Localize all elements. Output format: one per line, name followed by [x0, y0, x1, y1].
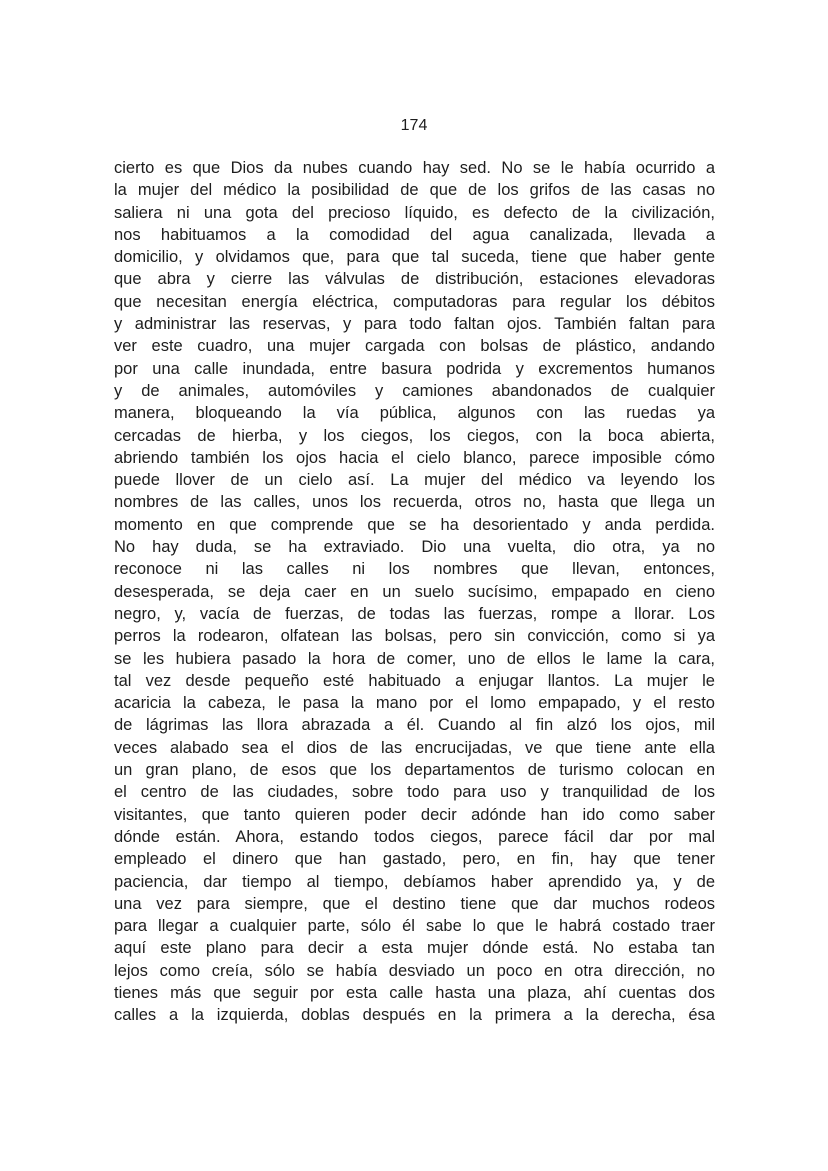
- page-number: 174: [400, 117, 428, 134]
- text-line: tal vez desde pequeño esté habituado a enjugar llantos. La mujer le: [114, 671, 715, 690]
- text-line: perros la rodearon, olfatean las bolsas, pero sin convicción, como si ya: [114, 627, 715, 646]
- text-line: la mujer del médico la posibilidad de que de los grifos de las casas no: [114, 181, 715, 200]
- text-line: un gran plano, de esos que los departamentos de turismo colocan en: [114, 761, 715, 780]
- text-line: tienes más que seguir por esta calle hasta una plaza, ahí cuentas dos: [114, 983, 715, 1002]
- text-line: momento en que comprende que se ha desorientado y anda perdida.: [114, 515, 715, 534]
- text-line: y de animales, automóviles y camiones abandonados de cualquier: [114, 381, 715, 400]
- text-line: acaricia la cabeza, le pasa la mano por el lomo empapado, y el resto: [114, 694, 715, 713]
- text-line: reconoce ni las calles ni los nombres que llevan, entonces,: [114, 560, 715, 579]
- text-line: nombres de las calles, unos los recuerda, otros no, hasta que llega un: [114, 493, 715, 512]
- text-line: lejos como creía, sólo se había desviado un poco en otra dirección, no: [114, 961, 715, 980]
- text-line: ver este cuadro, una mujer cargada con bolsas de plástico, andando: [114, 337, 715, 356]
- text-line: una vez para siempre, que el destino tiene que dar muchos rodeos: [114, 894, 715, 913]
- text-line: manera, bloqueando la vía pública, algunos con las ruedas ya: [114, 404, 715, 423]
- text-line: desesperada, se deja caer en un suelo sucísimo, empapado en cieno: [114, 582, 715, 601]
- text-line: aquí este plano para decir a esta mujer dónde está. No estaba tan: [114, 939, 715, 958]
- text-line: de lágrimas las llora abrazada a él. Cuando al fin alzó los ojos, mil: [114, 716, 715, 735]
- text-line: paciencia, dar tiempo al tiempo, debíamos haber aprendido ya, y de: [114, 872, 715, 891]
- text-line: saliera ni una gota del precioso líquido, es defecto de la civilización,: [114, 203, 715, 222]
- text-line: veces alabado sea el dios de las encrucijadas, ve que tiene ante ella: [114, 738, 715, 757]
- text-line: se les hubiera pasado la hora de comer, uno de ellos le lame la cara,: [114, 649, 715, 668]
- text-line: por una calle inundada, entre basura podrida y excrementos humanos: [114, 359, 715, 378]
- body-text-block: [114, 157, 715, 1027]
- text-line: domicilio, y olvidamos que, para que tal suceda, tiene que haber gente: [114, 248, 715, 267]
- text-line: empleado el dinero que han gastado, pero, en fin, hay que tener: [114, 850, 715, 869]
- text-line: abriendo también los ojos hacia el cielo blanco, parece imposible cómo: [114, 448, 715, 467]
- text-line: No hay duda, se ha extraviado. Dio una vuelta, dio otra, ya no: [114, 538, 715, 557]
- text-line: que necesitan energía eléctrica, computadoras para regular los débitos: [114, 292, 715, 311]
- text-line: cercadas de hierba, y los ciegos, los ciegos, con la boca abierta,: [114, 426, 715, 445]
- text-line: para llegar a cualquier parte, sólo él sabe lo que le habrá costado traer: [114, 917, 715, 936]
- text-line: puede llover de un cielo así. La mujer del médico va leyendo los: [114, 471, 715, 490]
- text-line: y administrar las reservas, y para todo faltan ojos. También faltan para: [114, 315, 715, 334]
- text-line: nos habituamos a la comodidad del agua canalizada, llevada a: [114, 225, 715, 244]
- text-line: dónde están. Ahora, estando todos ciegos, parece fácil dar por mal: [114, 827, 715, 846]
- text-line: que abra y cierre las válvulas de distribución, estaciones elevadoras: [114, 270, 715, 289]
- text-line: cierto es que Dios da nubes cuando hay sed. No se le había ocurrido a: [114, 159, 715, 177]
- text-line: calles a la izquierda, doblas después en la primera a la derecha, ésa: [114, 1006, 715, 1025]
- text-line: negro, y, vacía de fuerzas, de todas las fuerzas, rompe a llorar. Los: [114, 604, 715, 623]
- text-line: visitantes, que tanto quieren poder decir adónde han ido como saber: [114, 805, 715, 824]
- text-line: el centro de las ciudades, sobre todo para uso y tranquilidad de los: [114, 783, 715, 802]
